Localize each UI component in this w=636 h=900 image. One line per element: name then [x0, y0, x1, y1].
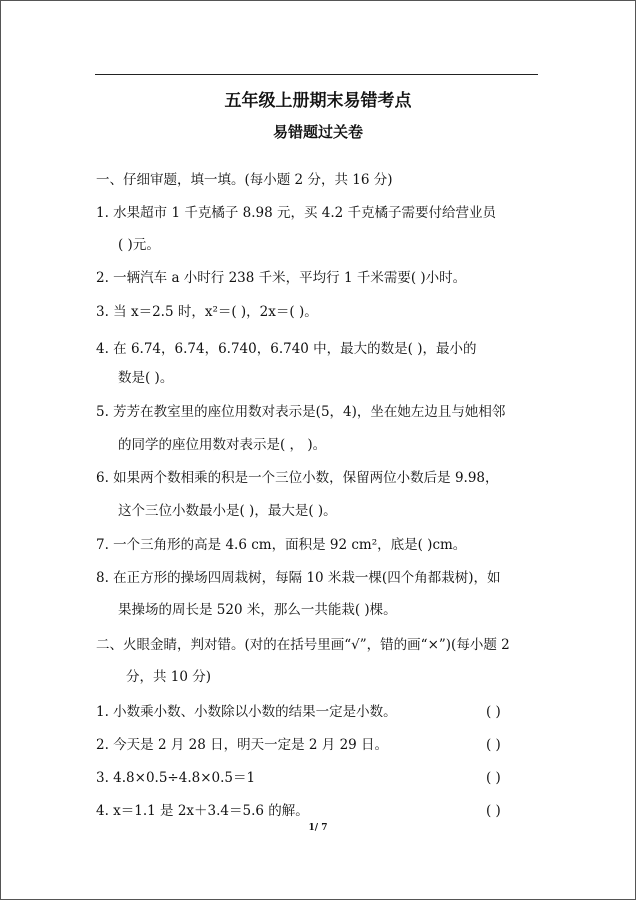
- q4-line2: 数是( )。: [118, 370, 174, 386]
- q3-line: 3. 当 x＝2.5 时，x²＝( )，2x＝( )。: [96, 304, 318, 320]
- page-number: 1/ 7: [308, 823, 328, 833]
- q8-line2: 果操场的周长是 520 米，那么一共能栽( )棵。: [118, 602, 397, 618]
- section1-heading: 一、仔细审题，填一填。(每小题 2 分，共 16 分): [96, 172, 393, 188]
- q2-line: 2. 一辆汽车 a 小时行 238 千米，平均行 1 千米需要( )小时。: [96, 270, 467, 286]
- judge-item-1: 1. 小数乘小数、小数除以小数的结果一定是小数。: [96, 704, 397, 720]
- page-subtitle: 易错题过关卷: [272, 123, 363, 141]
- section2-heading-cont: 分，共 10 分): [126, 669, 212, 685]
- q5-line1: 5. 芳芳在教室里的座位用数对表示是(5，4)，坐在她左边且与她相邻: [96, 404, 506, 420]
- q8-line1: 8. 在正方形的操场四周栽树，每隔 10 米栽一棵(四个角都栽树)，如: [96, 570, 501, 586]
- q5-line2: 的同学的座位用数对表示是( ， )。: [118, 437, 327, 453]
- page-title: 五年级上册期末易错考点: [224, 91, 412, 111]
- judge-item-4: 4. x＝1.1 是 2x＋3.4＝5.6 的解。: [96, 803, 309, 819]
- q6-line1: 6. 如果两个数相乘的积是一个三位小数，保留两位小数后是 9.98，: [96, 470, 499, 486]
- answer-blank[interactable]: ( ): [486, 737, 501, 753]
- answer-blank[interactable]: ( ): [486, 770, 501, 786]
- q7-line: 7. 一个三角形的高是 4.6 cm，面积是 92 cm²，底是( )cm。: [96, 537, 467, 553]
- answer-blank[interactable]: ( ): [486, 803, 501, 819]
- header-rule: [95, 74, 538, 75]
- q1-line2: ( )元。: [118, 237, 160, 253]
- q4-line1: 4. 在 6.74，6.7̇4̇，6.74̇0̇，6.7̇40̇ 中，最大的数是( )，最小的: [96, 341, 477, 357]
- q1-line1: 1. 水果超市 1 千克橘子 8.98 元，买 4.2 千克橘子需要付给营业员: [96, 205, 497, 221]
- q6-line2: 这个三位小数最小是( )，最大是( )。: [118, 503, 337, 519]
- answer-blank[interactable]: ( ): [486, 704, 501, 720]
- section2-heading: 二、火眼金睛，判对错。(对的在括号里画“√”，错的画“×”)(每小题 2: [96, 637, 510, 653]
- judge-item-2: 2. 今天是 2 月 28 日，明天一定是 2 月 29 日。: [96, 737, 389, 753]
- judge-item-3: 3. 4.8×0.5÷4.8×0.5＝1: [96, 770, 256, 786]
